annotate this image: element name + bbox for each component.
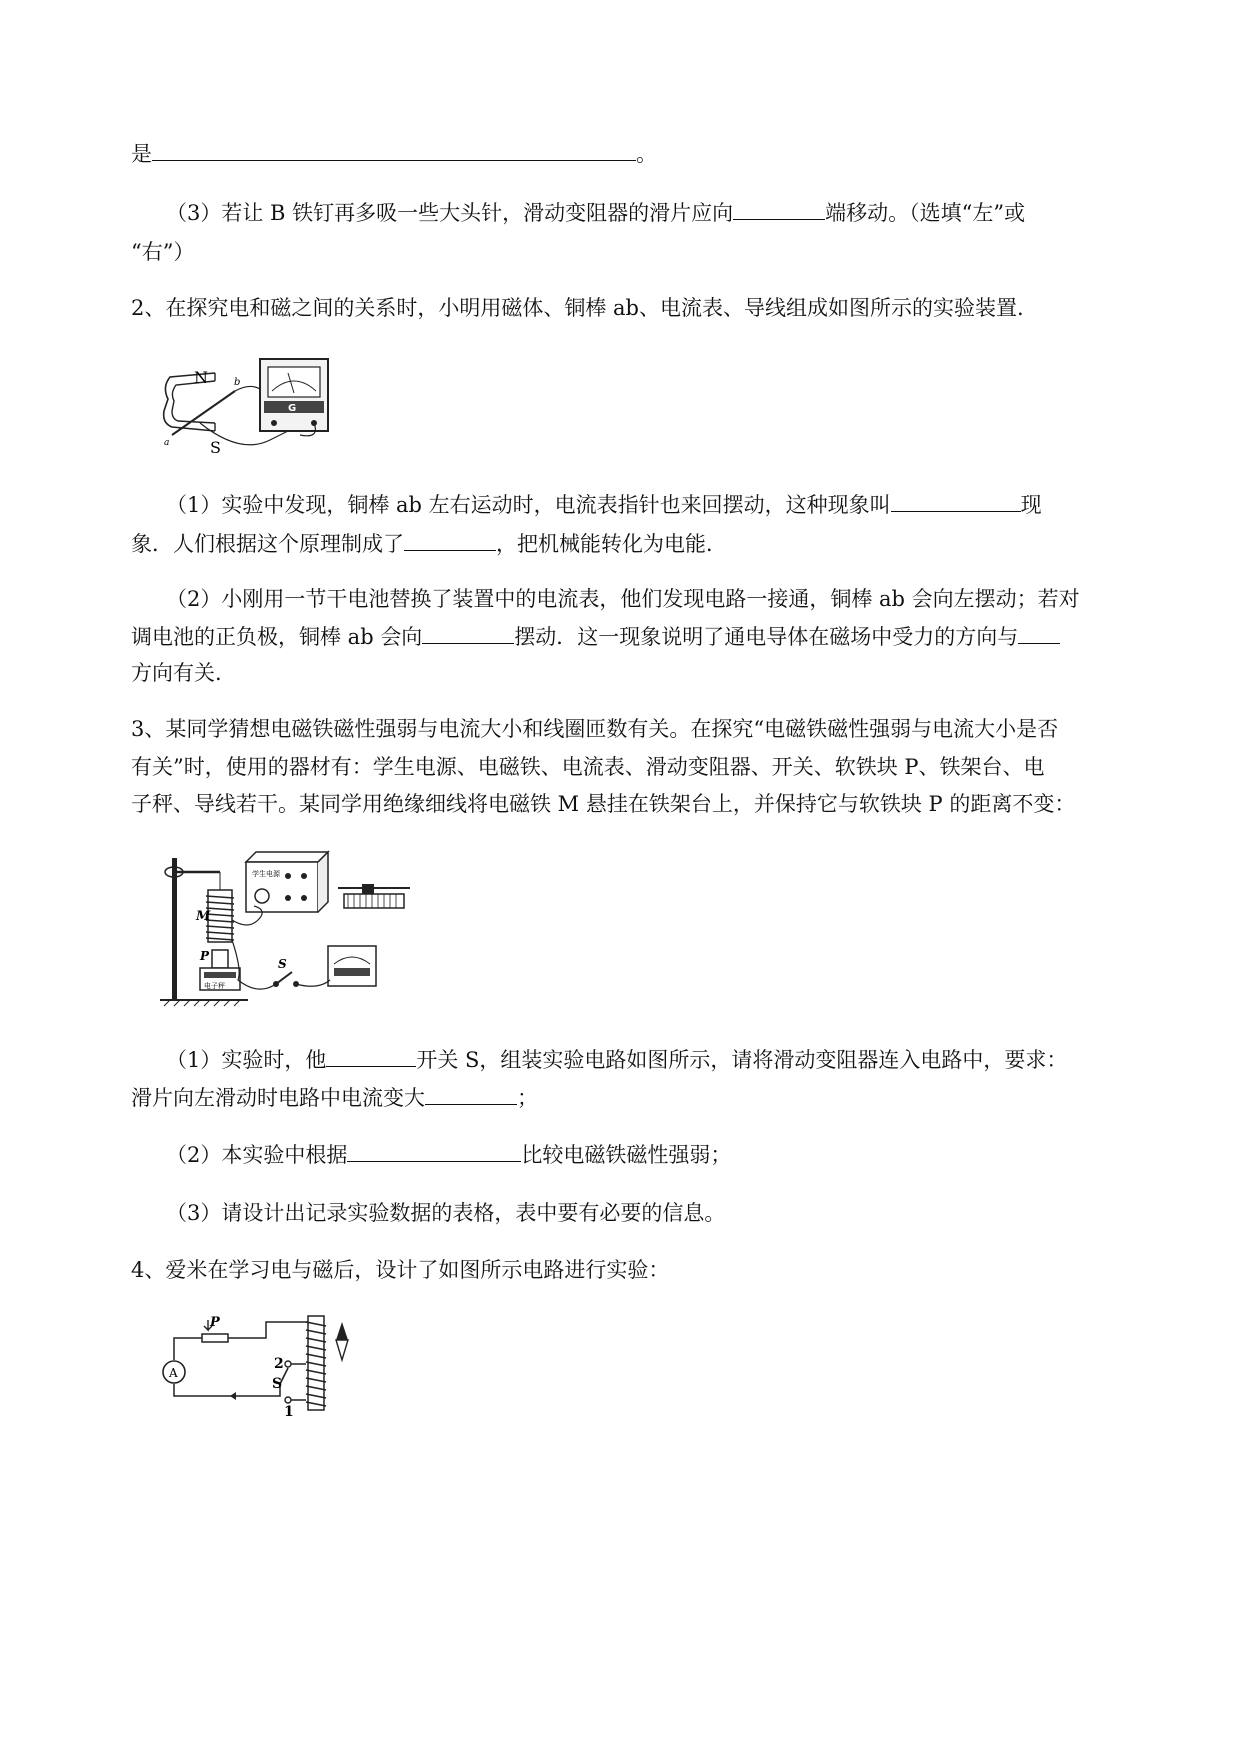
q2-part1-text-c: 象．人们根据这个原理制成了 bbox=[131, 532, 404, 556]
q3-figure-electromagnet-setup bbox=[158, 850, 418, 1010]
q1-answer-line bbox=[131, 138, 657, 169]
q1-part3-blank[interactable] bbox=[733, 197, 825, 220]
q4-fig-label-p: P bbox=[210, 1315, 220, 1330]
q3-title-line1 bbox=[131, 714, 1058, 744]
q2-fig-label-g: G bbox=[288, 403, 297, 414]
q3-part1-blank-1[interactable] bbox=[326, 1044, 416, 1067]
q4-fig-label-2: 2 bbox=[274, 1356, 284, 1372]
q3-part1-line1 bbox=[166, 1044, 1067, 1075]
q2-part2-text-d: 方向有关. bbox=[131, 661, 222, 685]
q1-part3-text-c: “右”） bbox=[131, 240, 195, 264]
q2-part1-text-a: （1）实验中发现，铜棒 ab 左右运动时，电流表指针也来回摆动，这种现象叫 bbox=[166, 493, 891, 517]
q3-title-text-b: 有关”时，使用的器材有：学生电源、电磁铁、电流表、滑动变阻器、开关、软铁块 P、铁架台、电 bbox=[131, 755, 1045, 779]
q3-part2-blank[interactable] bbox=[347, 1139, 521, 1162]
q3-fig-label-scale: 电子秤 bbox=[204, 982, 225, 990]
q2-part1-blank-1[interactable] bbox=[891, 489, 1021, 512]
q2-part1-blank-2[interactable] bbox=[404, 528, 496, 551]
q1-part3-line2 bbox=[131, 237, 194, 267]
q4-fig-label-s: S bbox=[272, 1376, 283, 1392]
q3-part1-text-b: 开关 S，组装实验电路如图所示，请将滑动变阻器连入电路中，要求： bbox=[416, 1048, 1068, 1072]
q2-title bbox=[131, 293, 1024, 323]
q2-title-text: 2、在探究电和磁之间的关系时，小明用磁体、铜棒 ab、电流表、导线组成如图所示的实验装置. bbox=[131, 296, 1024, 320]
q3-fig-label-power: 学生电源 bbox=[252, 870, 280, 878]
q1-part3-text-a: （3）若让 B 铁钉再多吸一些大头针，滑动变阻器的滑片应向 bbox=[166, 201, 734, 225]
q2-part2-text-c: 摆动．这一现象说明了通电导体在磁场中受力的方向与 bbox=[514, 625, 1019, 649]
q1-suffix: 。 bbox=[636, 142, 657, 166]
q3-part3-line bbox=[166, 1198, 725, 1228]
q3-part1-text-d: ； bbox=[517, 1086, 538, 1110]
q2-part1-text-b: 现 bbox=[1020, 493, 1042, 517]
q1-blank-1[interactable] bbox=[152, 138, 636, 161]
q4-title bbox=[131, 1255, 669, 1285]
q2-figure-magnet-galvanometer bbox=[160, 355, 340, 460]
q3-part1-text-a: （1）实验时，他 bbox=[166, 1048, 327, 1072]
q2-fig-label-b: b bbox=[234, 377, 241, 388]
q3-title-line2 bbox=[131, 752, 1045, 782]
q3-part2-text-a: （2）本实验中根据 bbox=[166, 1143, 348, 1167]
q2-part1-line2 bbox=[131, 528, 727, 559]
q4-fig-label-a: A bbox=[169, 1366, 178, 1380]
q3-fig-label-m: M bbox=[196, 909, 211, 924]
q1-part3-line1 bbox=[166, 197, 1025, 228]
q4-fig-label-1: 1 bbox=[284, 1404, 294, 1420]
q4-figure-circuit bbox=[160, 1312, 360, 1422]
q3-title-text-a: 3、某同学猜想电磁铁磁性强弱与电流大小和线圈匝数有关。在探究“电磁铁磁性强弱与电流大小是否 bbox=[131, 717, 1059, 741]
q3-part1-line2 bbox=[131, 1082, 538, 1113]
q2-part2-blank-1[interactable] bbox=[422, 621, 514, 644]
q3-part2-line bbox=[166, 1139, 731, 1170]
q2-part2-text-a: （2）小刚用一节干电池替换了装置中的电流表，他们发现电路一接通，铜棒 ab 会向左摆动；若对 bbox=[166, 587, 1080, 611]
q3-part2-text-b: 比较电磁铁磁性强弱； bbox=[521, 1143, 732, 1167]
q3-fig-label-p: P bbox=[200, 949, 210, 963]
q3-part1-blank-2[interactable] bbox=[425, 1082, 517, 1105]
q3-part3-text: （3）请设计出记录实验数据的表格，表中要有必要的信息。 bbox=[166, 1201, 726, 1225]
q2-fig-label-n: N bbox=[194, 368, 208, 387]
q1-prefix: 是 bbox=[131, 142, 152, 166]
q3-title-line3 bbox=[131, 789, 1075, 819]
q2-fig-label-a: a bbox=[164, 438, 170, 448]
q3-fig-label-s: S bbox=[278, 957, 287, 971]
q2-part2-line1 bbox=[166, 584, 1080, 614]
q1-part3-text-b: 端移动。（选填“左”或 bbox=[825, 201, 1026, 225]
q2-part2-text-b: 调电池的正负极，铜棒 ab 会向 bbox=[131, 625, 423, 649]
q4-title-text: 4、爱米在学习电与磁后，设计了如图所示电路进行实验： bbox=[131, 1258, 670, 1282]
q3-part1-text-c: 滑片向左滑动时电路中电流变大 bbox=[131, 1086, 425, 1110]
q3-title-text-c: 子秤、导线若干。某同学用绝缘细线将电磁铁 M 悬挂在铁架台上，并保持它与软铁块 P 的距离不变： bbox=[131, 792, 1076, 816]
q2-part2-line2 bbox=[131, 621, 1060, 652]
q2-part1-line1 bbox=[166, 489, 1042, 520]
q2-part2-blank-2[interactable] bbox=[1018, 621, 1060, 644]
q2-part1-text-d: ，把机械能转化为电能． bbox=[496, 532, 727, 556]
q2-fig-label-s: S bbox=[210, 438, 221, 457]
q2-part2-line3 bbox=[131, 658, 222, 688]
